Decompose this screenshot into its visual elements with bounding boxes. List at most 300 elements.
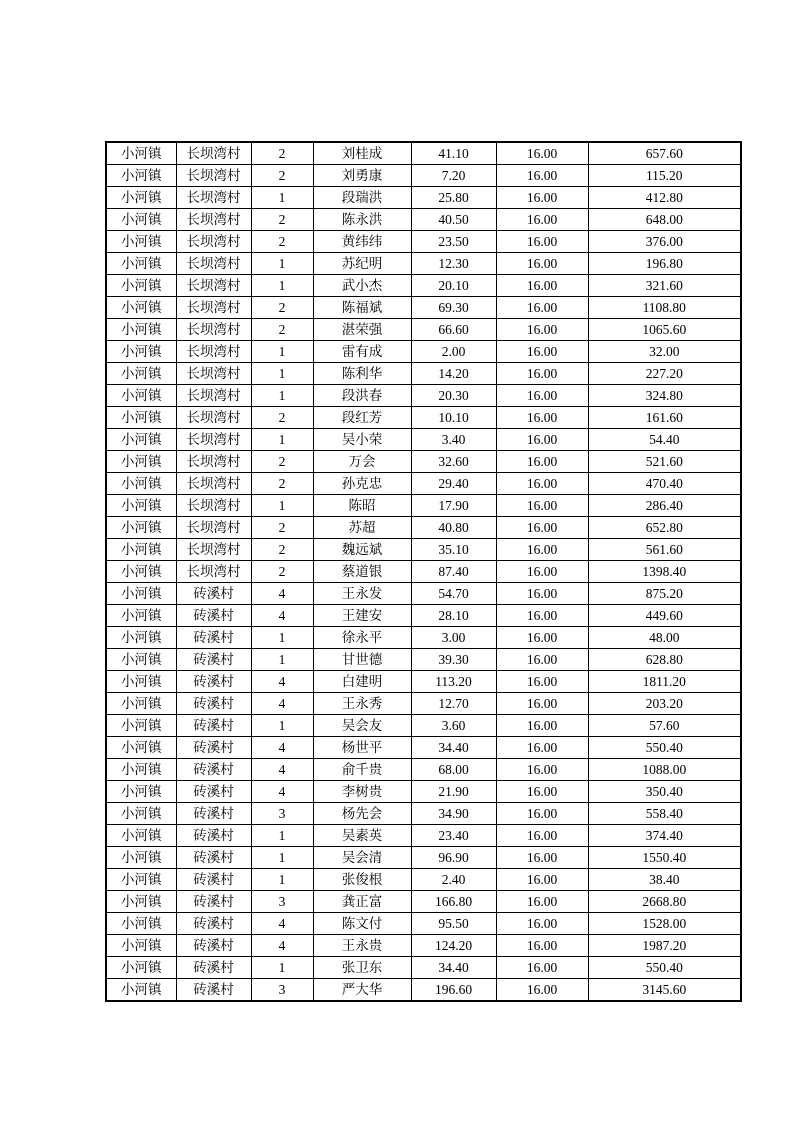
cell-town: 小河镇 xyxy=(106,847,176,869)
table-row xyxy=(106,957,741,979)
cell-town: 小河镇 xyxy=(106,231,176,253)
cell-group-number: 4 xyxy=(251,737,313,759)
cell-quantity: 54.70 xyxy=(411,583,496,605)
cell-unit-price: 16.00 xyxy=(496,429,588,451)
cell-person-name: 陈永洪 xyxy=(313,209,411,231)
cell-village: 砖溪村 xyxy=(176,693,251,715)
table-row xyxy=(106,825,741,847)
cell-unit-price: 16.00 xyxy=(496,341,588,363)
table-row xyxy=(106,583,741,605)
cell-village: 长坝湾村 xyxy=(176,341,251,363)
cell-village: 砖溪村 xyxy=(176,891,251,913)
cell-group-number: 2 xyxy=(251,407,313,429)
cell-town: 小河镇 xyxy=(106,869,176,891)
cell-village: 长坝湾村 xyxy=(176,451,251,473)
cell-group-number: 1 xyxy=(251,627,313,649)
table-row xyxy=(106,627,741,649)
table-row xyxy=(106,407,741,429)
cell-town: 小河镇 xyxy=(106,275,176,297)
cell-village: 长坝湾村 xyxy=(176,319,251,341)
cell-unit-price: 16.00 xyxy=(496,385,588,407)
cell-quantity: 10.10 xyxy=(411,407,496,429)
cell-town: 小河镇 xyxy=(106,693,176,715)
cell-village: 砖溪村 xyxy=(176,627,251,649)
cell-unit-price: 16.00 xyxy=(496,649,588,671)
cell-person-name: 孙克忠 xyxy=(313,473,411,495)
cell-group-number: 1 xyxy=(251,275,313,297)
cell-person-name: 刘勇康 xyxy=(313,165,411,187)
table-row xyxy=(106,737,741,759)
cell-village: 长坝湾村 xyxy=(176,275,251,297)
cell-person-name: 俞千贵 xyxy=(313,759,411,781)
table-row xyxy=(106,539,741,561)
cell-village: 长坝湾村 xyxy=(176,209,251,231)
cell-village: 砖溪村 xyxy=(176,979,251,1002)
cell-quantity: 40.50 xyxy=(411,209,496,231)
cell-total-amount: 561.60 xyxy=(588,539,741,561)
cell-quantity: 3.40 xyxy=(411,429,496,451)
cell-village: 长坝湾村 xyxy=(176,407,251,429)
cell-group-number: 3 xyxy=(251,803,313,825)
cell-person-name: 白建明 xyxy=(313,671,411,693)
table-row xyxy=(106,209,741,231)
cell-quantity: 23.40 xyxy=(411,825,496,847)
cell-unit-price: 16.00 xyxy=(496,539,588,561)
cell-person-name: 吴素英 xyxy=(313,825,411,847)
table-row xyxy=(106,297,741,319)
cell-group-number: 1 xyxy=(251,957,313,979)
cell-unit-price: 16.00 xyxy=(496,825,588,847)
cell-quantity: 68.00 xyxy=(411,759,496,781)
cell-town: 小河镇 xyxy=(106,253,176,275)
table-row xyxy=(106,561,741,583)
cell-total-amount: 449.60 xyxy=(588,605,741,627)
cell-quantity: 35.10 xyxy=(411,539,496,561)
cell-village: 长坝湾村 xyxy=(176,253,251,275)
cell-town: 小河镇 xyxy=(106,297,176,319)
cell-quantity: 34.90 xyxy=(411,803,496,825)
cell-person-name: 王永贵 xyxy=(313,935,411,957)
cell-total-amount: 1528.00 xyxy=(588,913,741,935)
table-row xyxy=(106,231,741,253)
cell-person-name: 魏远斌 xyxy=(313,539,411,561)
cell-town: 小河镇 xyxy=(106,319,176,341)
table-row xyxy=(106,187,741,209)
table-row xyxy=(106,649,741,671)
cell-village: 砖溪村 xyxy=(176,935,251,957)
cell-quantity: 29.40 xyxy=(411,473,496,495)
cell-quantity: 28.10 xyxy=(411,605,496,627)
cell-village: 砖溪村 xyxy=(176,913,251,935)
cell-town: 小河镇 xyxy=(106,715,176,737)
cell-group-number: 2 xyxy=(251,297,313,319)
cell-town: 小河镇 xyxy=(106,803,176,825)
cell-village: 长坝湾村 xyxy=(176,297,251,319)
cell-village: 长坝湾村 xyxy=(176,165,251,187)
cell-unit-price: 16.00 xyxy=(496,891,588,913)
cell-group-number: 3 xyxy=(251,891,313,913)
cell-total-amount: 286.40 xyxy=(588,495,741,517)
cell-total-amount: 550.40 xyxy=(588,737,741,759)
cell-person-name: 段洪春 xyxy=(313,385,411,407)
cell-town: 小河镇 xyxy=(106,759,176,781)
cell-quantity: 166.80 xyxy=(411,891,496,913)
cell-village: 长坝湾村 xyxy=(176,231,251,253)
cell-total-amount: 38.40 xyxy=(588,869,741,891)
cell-quantity: 20.30 xyxy=(411,385,496,407)
cell-group-number: 2 xyxy=(251,473,313,495)
cell-town: 小河镇 xyxy=(106,627,176,649)
cell-total-amount: 521.60 xyxy=(588,451,741,473)
cell-unit-price: 16.00 xyxy=(496,693,588,715)
cell-unit-price: 16.00 xyxy=(496,517,588,539)
cell-total-amount: 321.60 xyxy=(588,275,741,297)
cell-town: 小河镇 xyxy=(106,671,176,693)
cell-village: 砖溪村 xyxy=(176,583,251,605)
cell-group-number: 2 xyxy=(251,231,313,253)
cell-quantity: 2.40 xyxy=(411,869,496,891)
cell-total-amount: 1398.40 xyxy=(588,561,741,583)
cell-town: 小河镇 xyxy=(106,649,176,671)
table-row xyxy=(106,363,741,385)
cell-total-amount: 1550.40 xyxy=(588,847,741,869)
cell-quantity: 113.20 xyxy=(411,671,496,693)
cell-group-number: 2 xyxy=(251,319,313,341)
cell-total-amount: 550.40 xyxy=(588,957,741,979)
table-row xyxy=(106,341,741,363)
cell-quantity: 3.00 xyxy=(411,627,496,649)
cell-unit-price: 16.00 xyxy=(496,473,588,495)
cell-group-number: 2 xyxy=(251,539,313,561)
cell-unit-price: 16.00 xyxy=(496,253,588,275)
cell-total-amount: 48.00 xyxy=(588,627,741,649)
cell-total-amount: 1088.00 xyxy=(588,759,741,781)
cell-group-number: 1 xyxy=(251,495,313,517)
cell-town: 小河镇 xyxy=(106,407,176,429)
table-row xyxy=(106,759,741,781)
cell-unit-price: 16.00 xyxy=(496,913,588,935)
cell-group-number: 1 xyxy=(251,187,313,209)
table-row xyxy=(106,253,741,275)
cell-quantity: 196.60 xyxy=(411,979,496,1002)
cell-village: 砖溪村 xyxy=(176,737,251,759)
table-row xyxy=(106,869,741,891)
cell-person-name: 李树贵 xyxy=(313,781,411,803)
cell-person-name: 武小杰 xyxy=(313,275,411,297)
cell-quantity: 124.20 xyxy=(411,935,496,957)
cell-total-amount: 1065.60 xyxy=(588,319,741,341)
cell-total-amount: 1987.20 xyxy=(588,935,741,957)
cell-village: 砖溪村 xyxy=(176,759,251,781)
table-row xyxy=(106,275,741,297)
cell-village: 长坝湾村 xyxy=(176,363,251,385)
cell-unit-price: 16.00 xyxy=(496,319,588,341)
cell-quantity: 12.70 xyxy=(411,693,496,715)
cell-town: 小河镇 xyxy=(106,341,176,363)
table-row xyxy=(106,142,741,165)
cell-quantity: 3.60 xyxy=(411,715,496,737)
cell-person-name: 段红芳 xyxy=(313,407,411,429)
cell-group-number: 1 xyxy=(251,649,313,671)
cell-unit-price: 16.00 xyxy=(496,451,588,473)
table-row xyxy=(106,495,741,517)
cell-total-amount: 376.00 xyxy=(588,231,741,253)
cell-unit-price: 16.00 xyxy=(496,605,588,627)
cell-town: 小河镇 xyxy=(106,781,176,803)
cell-village: 长坝湾村 xyxy=(176,429,251,451)
cell-unit-price: 16.00 xyxy=(496,142,588,165)
cell-town: 小河镇 xyxy=(106,539,176,561)
cell-total-amount: 115.20 xyxy=(588,165,741,187)
cell-unit-price: 16.00 xyxy=(496,803,588,825)
cell-total-amount: 161.60 xyxy=(588,407,741,429)
cell-group-number: 1 xyxy=(251,363,313,385)
cell-unit-price: 16.00 xyxy=(496,363,588,385)
cell-town: 小河镇 xyxy=(106,142,176,165)
table-row xyxy=(106,935,741,957)
cell-quantity: 69.30 xyxy=(411,297,496,319)
cell-person-name: 杨世平 xyxy=(313,737,411,759)
cell-person-name: 杨先会 xyxy=(313,803,411,825)
cell-town: 小河镇 xyxy=(106,957,176,979)
cell-village: 长坝湾村 xyxy=(176,517,251,539)
cell-total-amount: 57.60 xyxy=(588,715,741,737)
table-row xyxy=(106,451,741,473)
cell-unit-price: 16.00 xyxy=(496,759,588,781)
cell-total-amount: 54.40 xyxy=(588,429,741,451)
cell-unit-price: 16.00 xyxy=(496,847,588,869)
cell-person-name: 严大华 xyxy=(313,979,411,1002)
cell-total-amount: 1811.20 xyxy=(588,671,741,693)
cell-village: 长坝湾村 xyxy=(176,142,251,165)
cell-town: 小河镇 xyxy=(106,891,176,913)
cell-person-name: 吴小荣 xyxy=(313,429,411,451)
table-row xyxy=(106,891,741,913)
cell-total-amount: 2668.80 xyxy=(588,891,741,913)
cell-total-amount: 470.40 xyxy=(588,473,741,495)
cell-group-number: 2 xyxy=(251,209,313,231)
cell-unit-price: 16.00 xyxy=(496,583,588,605)
cell-person-name: 苏超 xyxy=(313,517,411,539)
cell-town: 小河镇 xyxy=(106,935,176,957)
cell-group-number: 4 xyxy=(251,781,313,803)
cell-person-name: 吴会友 xyxy=(313,715,411,737)
cell-person-name: 陈文付 xyxy=(313,913,411,935)
cell-unit-price: 16.00 xyxy=(496,781,588,803)
cell-town: 小河镇 xyxy=(106,165,176,187)
cell-person-name: 湛荣强 xyxy=(313,319,411,341)
cell-quantity: 23.50 xyxy=(411,231,496,253)
cell-unit-price: 16.00 xyxy=(496,561,588,583)
cell-total-amount: 628.80 xyxy=(588,649,741,671)
cell-total-amount: 203.20 xyxy=(588,693,741,715)
cell-group-number: 1 xyxy=(251,341,313,363)
cell-town: 小河镇 xyxy=(106,979,176,1002)
payment-table-body xyxy=(106,142,741,1001)
table-row xyxy=(106,165,741,187)
cell-village: 长坝湾村 xyxy=(176,539,251,561)
cell-town: 小河镇 xyxy=(106,561,176,583)
cell-person-name: 王永发 xyxy=(313,583,411,605)
cell-group-number: 4 xyxy=(251,935,313,957)
cell-group-number: 1 xyxy=(251,715,313,737)
table-row xyxy=(106,847,741,869)
cell-quantity: 32.60 xyxy=(411,451,496,473)
cell-group-number: 1 xyxy=(251,253,313,275)
cell-group-number: 1 xyxy=(251,825,313,847)
cell-town: 小河镇 xyxy=(106,825,176,847)
cell-person-name: 陈福斌 xyxy=(313,297,411,319)
cell-unit-price: 16.00 xyxy=(496,187,588,209)
cell-village: 砖溪村 xyxy=(176,847,251,869)
cell-total-amount: 32.00 xyxy=(588,341,741,363)
cell-group-number: 1 xyxy=(251,385,313,407)
table-row xyxy=(106,693,741,715)
cell-unit-price: 16.00 xyxy=(496,737,588,759)
cell-total-amount: 324.80 xyxy=(588,385,741,407)
cell-total-amount: 875.20 xyxy=(588,583,741,605)
cell-village: 砖溪村 xyxy=(176,671,251,693)
cell-quantity: 34.40 xyxy=(411,737,496,759)
cell-village: 长坝湾村 xyxy=(176,473,251,495)
table-row xyxy=(106,429,741,451)
cell-person-name: 刘桂成 xyxy=(313,142,411,165)
cell-quantity: 7.20 xyxy=(411,165,496,187)
table-row xyxy=(106,979,741,1002)
cell-unit-price: 16.00 xyxy=(496,165,588,187)
cell-quantity: 87.40 xyxy=(411,561,496,583)
cell-group-number: 4 xyxy=(251,605,313,627)
cell-unit-price: 16.00 xyxy=(496,297,588,319)
cell-unit-price: 16.00 xyxy=(496,275,588,297)
cell-town: 小河镇 xyxy=(106,363,176,385)
cell-group-number: 1 xyxy=(251,869,313,891)
cell-group-number: 4 xyxy=(251,693,313,715)
cell-quantity: 39.30 xyxy=(411,649,496,671)
cell-person-name: 王永秀 xyxy=(313,693,411,715)
cell-town: 小河镇 xyxy=(106,187,176,209)
cell-total-amount: 412.80 xyxy=(588,187,741,209)
cell-person-name: 蔡道银 xyxy=(313,561,411,583)
cell-group-number: 1 xyxy=(251,847,313,869)
cell-person-name: 张卫东 xyxy=(313,957,411,979)
cell-person-name: 陈昭 xyxy=(313,495,411,517)
table-row xyxy=(106,473,741,495)
cell-person-name: 段瑞洪 xyxy=(313,187,411,209)
cell-town: 小河镇 xyxy=(106,209,176,231)
cell-town: 小河镇 xyxy=(106,451,176,473)
cell-total-amount: 1108.80 xyxy=(588,297,741,319)
cell-unit-price: 16.00 xyxy=(496,627,588,649)
table-row xyxy=(106,319,741,341)
cell-total-amount: 350.40 xyxy=(588,781,741,803)
cell-village: 砖溪村 xyxy=(176,803,251,825)
cell-group-number: 4 xyxy=(251,759,313,781)
cell-total-amount: 648.00 xyxy=(588,209,741,231)
cell-village: 砖溪村 xyxy=(176,869,251,891)
cell-quantity: 21.90 xyxy=(411,781,496,803)
cell-village: 砖溪村 xyxy=(176,649,251,671)
cell-person-name: 雷有成 xyxy=(313,341,411,363)
table-row xyxy=(106,385,741,407)
cell-village: 长坝湾村 xyxy=(176,495,251,517)
cell-person-name: 陈利华 xyxy=(313,363,411,385)
cell-group-number: 2 xyxy=(251,165,313,187)
cell-village: 砖溪村 xyxy=(176,825,251,847)
cell-town: 小河镇 xyxy=(106,517,176,539)
cell-village: 砖溪村 xyxy=(176,957,251,979)
cell-person-name: 徐永平 xyxy=(313,627,411,649)
cell-quantity: 96.90 xyxy=(411,847,496,869)
cell-group-number: 2 xyxy=(251,142,313,165)
cell-unit-price: 16.00 xyxy=(496,715,588,737)
cell-town: 小河镇 xyxy=(106,737,176,759)
cell-group-number: 2 xyxy=(251,517,313,539)
cell-group-number: 1 xyxy=(251,429,313,451)
cell-village: 长坝湾村 xyxy=(176,187,251,209)
cell-person-name: 龚正富 xyxy=(313,891,411,913)
cell-unit-price: 16.00 xyxy=(496,957,588,979)
cell-quantity: 25.80 xyxy=(411,187,496,209)
cell-quantity: 40.80 xyxy=(411,517,496,539)
cell-group-number: 3 xyxy=(251,979,313,1002)
cell-group-number: 4 xyxy=(251,671,313,693)
cell-quantity: 95.50 xyxy=(411,913,496,935)
cell-unit-price: 16.00 xyxy=(496,671,588,693)
cell-quantity: 20.10 xyxy=(411,275,496,297)
cell-person-name: 万会 xyxy=(313,451,411,473)
cell-village: 砖溪村 xyxy=(176,715,251,737)
cell-village: 长坝湾村 xyxy=(176,561,251,583)
payment-table xyxy=(105,141,742,1002)
cell-village: 长坝湾村 xyxy=(176,385,251,407)
table-row xyxy=(106,913,741,935)
cell-total-amount: 3145.60 xyxy=(588,979,741,1002)
cell-quantity: 66.60 xyxy=(411,319,496,341)
cell-total-amount: 196.80 xyxy=(588,253,741,275)
cell-unit-price: 16.00 xyxy=(496,979,588,1002)
table-row xyxy=(106,517,741,539)
cell-person-name: 黄纬纬 xyxy=(313,231,411,253)
table-row xyxy=(106,605,741,627)
cell-village: 砖溪村 xyxy=(176,605,251,627)
cell-quantity: 17.90 xyxy=(411,495,496,517)
cell-town: 小河镇 xyxy=(106,385,176,407)
table-row xyxy=(106,671,741,693)
cell-unit-price: 16.00 xyxy=(496,231,588,253)
cell-town: 小河镇 xyxy=(106,495,176,517)
cell-village: 砖溪村 xyxy=(176,781,251,803)
cell-unit-price: 16.00 xyxy=(496,407,588,429)
cell-quantity: 2.00 xyxy=(411,341,496,363)
table-row xyxy=(106,781,741,803)
cell-quantity: 14.20 xyxy=(411,363,496,385)
cell-total-amount: 227.20 xyxy=(588,363,741,385)
cell-town: 小河镇 xyxy=(106,429,176,451)
cell-person-name: 苏纪明 xyxy=(313,253,411,275)
cell-unit-price: 16.00 xyxy=(496,869,588,891)
table-row xyxy=(106,715,741,737)
cell-group-number: 4 xyxy=(251,913,313,935)
cell-total-amount: 657.60 xyxy=(588,142,741,165)
cell-total-amount: 558.40 xyxy=(588,803,741,825)
cell-unit-price: 16.00 xyxy=(496,209,588,231)
cell-group-number: 2 xyxy=(251,561,313,583)
cell-unit-price: 16.00 xyxy=(496,935,588,957)
cell-town: 小河镇 xyxy=(106,583,176,605)
cell-person-name: 甘世德 xyxy=(313,649,411,671)
cell-total-amount: 652.80 xyxy=(588,517,741,539)
